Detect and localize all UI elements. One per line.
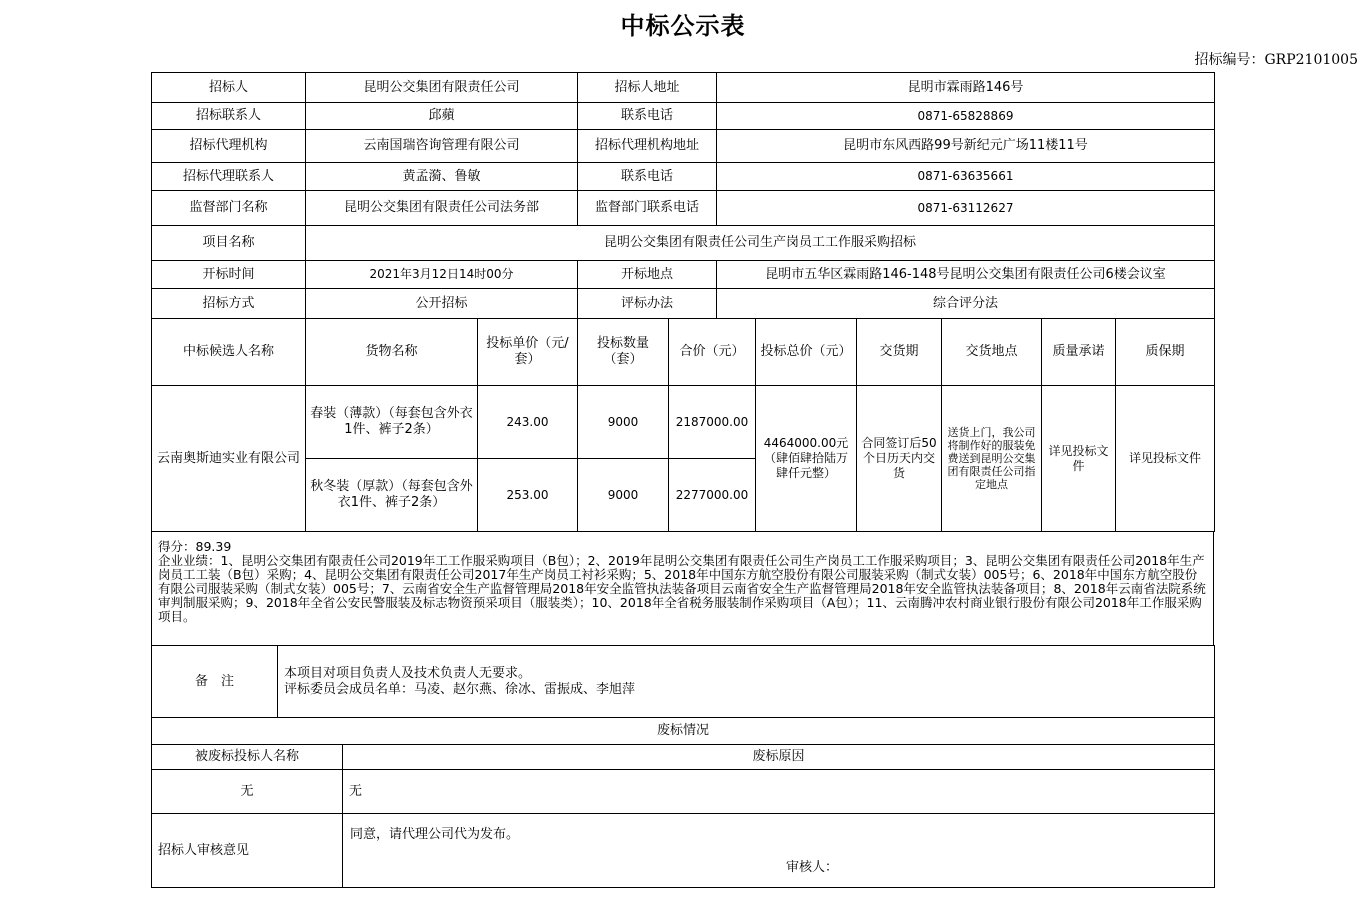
agency-contact-value: 黄孟漪、鲁敏 [306,163,578,191]
table-row [152,745,1215,770]
table-row [152,289,1215,319]
table-row [152,130,1215,163]
goods-header: 货物名称 [306,319,478,386]
method-value: 公开招标 [306,289,578,319]
quality-header: 质量承诺 [1042,319,1116,386]
supervisor-phone-value: 0871-63112627 [717,191,1215,226]
quantity: 9000 [578,386,669,459]
subtotal: 2187000.00 [669,386,756,459]
open-time-label: 开标时间 [152,261,306,289]
unit-price: 243.00 [478,386,578,459]
unit-price-header: 投标单价（元/套） [478,319,578,386]
method-label: 招标方式 [152,289,306,319]
tender-number: 招标编号：GRP2101005 [1194,52,1358,68]
tenderer-value: 昆明公交集团有限责任公司 [306,73,578,103]
agency-value: 云南国瑞咨询管理有限公司 [306,130,578,163]
tenderer-label: 招标人 [152,73,306,103]
open-place-value: 昆明市五华区霖雨路146-148号昆明公交集团有限责任公司6楼会议室 [717,261,1215,289]
open-time-value: 2021年3月12日14时00分 [306,261,578,289]
invalid-reason: 无 [343,770,1215,814]
invalid-name-header: 被废标投标人名称 [152,745,343,770]
tenderer-addr-label: 招标人地址 [578,73,717,103]
invalid-section-title: 废标情况 [152,718,1215,745]
total-price: 4464000.00元（肆佰肆拾陆万肆仟元整） [756,386,857,532]
table-row [152,261,1215,289]
quality-commitment: 详见投标文件 [1042,386,1116,532]
candidate-name: 云南奥斯迪实业有限公司 [152,386,306,532]
reviewer-label: 审核人： [786,860,839,875]
project-value: 昆明公交集团有限责任公司生产岗员工工作服采购招标 [306,226,1215,261]
invalid-name: 无 [152,770,343,814]
table-row [152,386,1215,459]
table-row [152,103,1215,130]
score-table [151,531,1214,646]
invalid-bid-table [151,717,1215,888]
review-label: 招标人审核意见 [152,814,343,888]
basic-info-table [151,72,1215,319]
supervisor-phone-label: 监督部门联系电话 [578,191,717,226]
contact-label: 招标联系人 [152,103,306,130]
agency-addr-value: 昆明市东风西路99号新纪元广场11楼11号 [717,130,1215,163]
quantity-header: 投标数量（套） [578,319,669,386]
agency-addr-label: 招标代理机构地址 [578,130,717,163]
agency-contact-label: 招标代理联系人 [152,163,306,191]
delivery-place: 送货上门，我公司将制作好的服装免费送到昆明公交集团有限责任公司指定地点 [942,386,1042,532]
quantity: 9000 [578,459,669,532]
delivery-period: 合同签订后50个日历天内交货 [857,386,942,532]
phone-value: 0871-65828869 [717,103,1215,130]
open-place-label: 开标地点 [578,261,717,289]
subtotal: 2277000.00 [669,459,756,532]
tenderer-addr-value: 昆明市霖雨路146号 [717,73,1215,103]
agency-label: 招标代理机构 [152,130,306,163]
goods-name: 春装（薄款）（每套包含外衣1件、裤子2条） [306,386,478,459]
remarks-label: 备 注 [152,646,278,718]
agency-phone-label: 联系电话 [578,163,717,191]
supervisor-value: 昆明公交集团有限责任公司法务部 [306,191,578,226]
phone-label: 联系电话 [578,103,717,130]
remarks-table [151,645,1215,718]
winner-table [151,318,1215,532]
total-header: 投标总价（元） [756,319,857,386]
remarks-line-1: 本项目对项目负责人及技术负责人无要求。 [284,665,532,681]
contact-value: 邱蘋 [306,103,578,130]
remarks-line-2: 评标委员会成员名单：马凌、赵尔燕、徐冰、雷振成、李旭萍 [284,681,636,697]
review-opinion: 同意，请代理公司代为发布。 [350,827,520,842]
subtotal-header: 合价（元） [669,319,756,386]
invalid-reason-header: 废标原因 [343,745,1215,770]
remarks-content [278,646,1215,718]
score-cell [152,532,1214,646]
delivery-place-header: 交货地点 [942,319,1042,386]
project-label: 项目名称 [152,226,306,261]
eval-label: 评标办法 [578,289,717,319]
table-row [152,163,1215,191]
warranty: 详见投标文件 [1116,386,1215,532]
delivery-period-header: 交货期 [857,319,942,386]
table-row [152,814,1215,888]
table-row [152,226,1215,261]
warranty-header: 质保期 [1116,319,1215,386]
performance: 企业业绩：1、昆明公交集团有限责任公司2019年工工作服采购项目（B包）；2、2019年昆明公交集团有限责任公司生产岗员工工作服采购项目；3、昆明公交集团有限责任公司2018年生产岗员工工装（B包）采购；4、昆明公交集团有限责任公司2017年生产岗员工衬衫采购；5、2018年中国东方航空股份有限公司服装采购（制式女装）005号；6、2018年中国东方航空股份有限公司服装采购（制式女装）005号；7、云南省安全生产监督管理局2018年安全监管执法装备项目云南省安全生产监督管理局2018年安全监管执法装备项目；8、2018年云南省法院系统审判制服采购；9、2018年全省公安民警服装及标志物资预采项目（服装类）；10、2018年全省税务服装制作采购项目（A包）；11、云南腾冲农村商业银行股份有限公司2018年工作服采购项目。 [158,553,1206,624]
table-row [152,191,1215,226]
review-cell [343,814,1215,888]
agency-phone-value: 0871-63635661 [717,163,1215,191]
goods-name: 秋冬装（厚款）（每套包含外衣1件、裤子2条） [306,459,478,532]
score: 得分：89.39 [158,539,232,554]
eval-value: 综合评分法 [717,289,1215,319]
supervisor-label: 监督部门名称 [152,191,306,226]
candidate-header: 中标候选人名称 [152,319,306,386]
page-title: 中标公示表 [620,11,746,40]
winner-header-row [152,319,1215,386]
unit-price: 253.00 [478,459,578,532]
table-row [152,770,1215,814]
table-row [152,73,1215,103]
